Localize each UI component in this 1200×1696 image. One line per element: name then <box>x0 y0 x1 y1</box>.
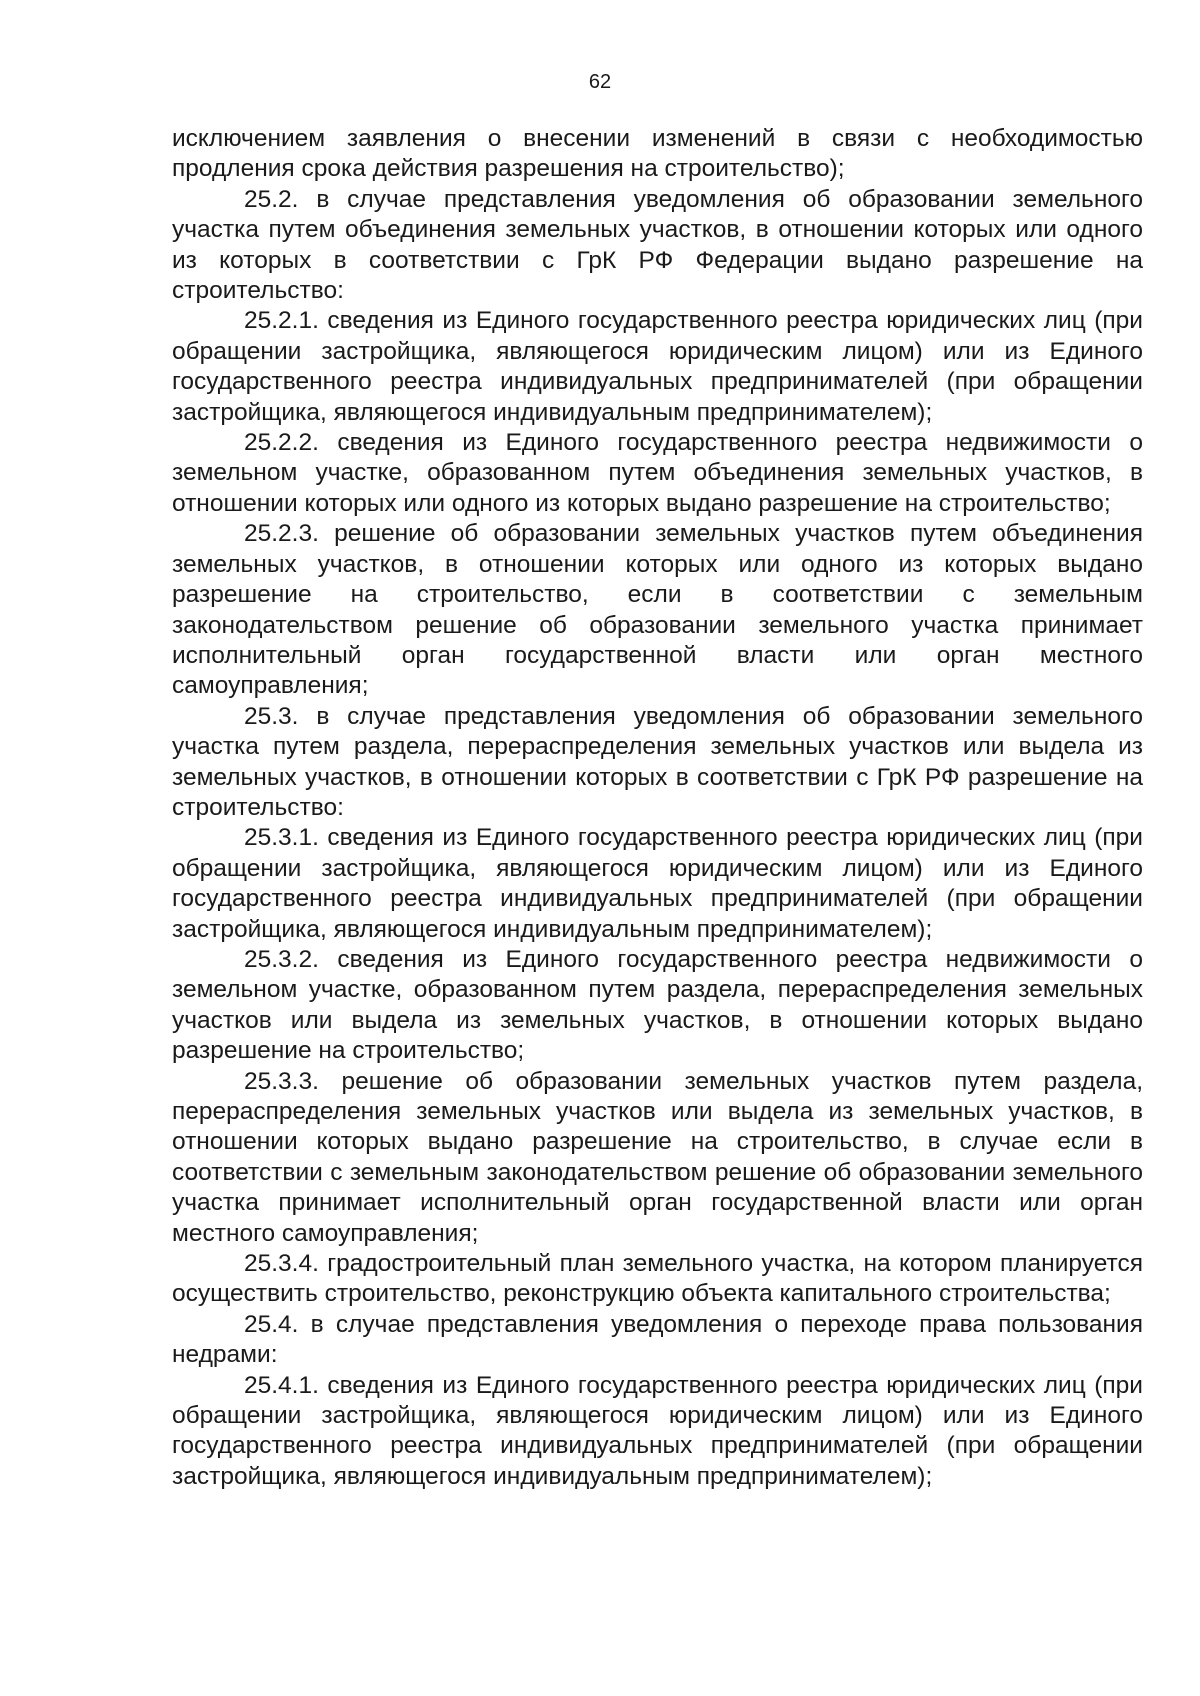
paragraph-continuation: исключением заявления о внесении изменений в связи с необходимостью продления срока действия разрешения на строительство); <box>172 125 1143 183</box>
body-text <box>172 124 1143 1492</box>
paragraph-25-3-1: 25.3.1. сведения из Единого государственного реестра юридических лиц (при обращении застройщика, являющегося юридическим лицом) или из Единого государственного реестра индивидуальных предпринимателей (при обращении застройщика, являющегося индивидуальным предпринимателем); <box>172 824 1143 943</box>
paragraph-25-3-3: 25.3.3. решение об образовании земельных участков путем раздела, перераспределения земельных участков или выдела из земельных участков, в отношении которых выдано разрешение на строительство, в случае если в соответствии с земельным законодательством решение об образовании земельного участка принимает исполнительный орган государственной власти или орган местного самоуправления; <box>172 1067 1143 1247</box>
paragraph-25-2-3: 25.2.3. решение об образовании земельных участков путем объединения земельных участков, в отношении которых или одного из которых выдано разрешение на строительство, если в соответствии с земельным законодательством решение об образовании земельного участка принимает исполнительный орган государственной власти или орган местного самоуправления; <box>172 520 1143 700</box>
paragraph-25-4: 25.4. в случае представления уведомления о переходе права пользования недрами: <box>172 1310 1143 1369</box>
paragraph-25-2: 25.2. в случае представления уведомления об образовании земельного участка путем объединения земельных участков, в отношении которых или одного из которых в соответствии с ГрК РФ Федерации выдано разрешение на строительство: <box>172 185 1143 305</box>
paragraph-25-2-1: 25.2.1. сведения из Единого государственного реестра юридических лиц (при обращении застройщика, являющегося юридическим лицом) или из Единого государственного реестра индивидуальных предпринимателей (при обращении застройщика, являющегося индивидуальным предпринимателем); <box>172 307 1143 426</box>
page-number: 62 <box>588 71 612 93</box>
paragraph-25-4-1: 25.4.1. сведения из Единого государственного реестра юридических лиц (при обращении застройщика, являющегося юридическим лицом) или из Единого государственного реестра индивидуальных предпринимателей (при обращении застройщика, являющегося индивидуальным предпринимателем); <box>172 1371 1143 1490</box>
paragraph-25-3-4: 25.3.4. градостроительный план земельного участка, на котором планируется осуществить строительство, реконструкцию объекта капитального строительства; <box>172 1250 1143 1308</box>
paragraph-25-2-2: 25.2.2. сведения из Единого государственного реестра недвижимости о земельном участке, образованном путем объединения земельных участков, в отношении которых или одного из которых выдано разрешение на строительство; <box>172 429 1143 517</box>
paragraph-25-3: 25.3. в случае представления уведомления об образовании земельного участка путем раздела, перераспределения земельных участков или выдела из земельных участков, в отношении которых в соответствии с ГрК РФ разрешение на строительство: <box>172 702 1143 821</box>
paragraph-25-3-2: 25.3.2. сведения из Единого государственного реестра недвижимости о земельном участке, образованном путем раздела, перераспределения земельных участков или выдела из земельных участков, в отношении которых выдано разрешение на строительство; <box>172 945 1143 1065</box>
